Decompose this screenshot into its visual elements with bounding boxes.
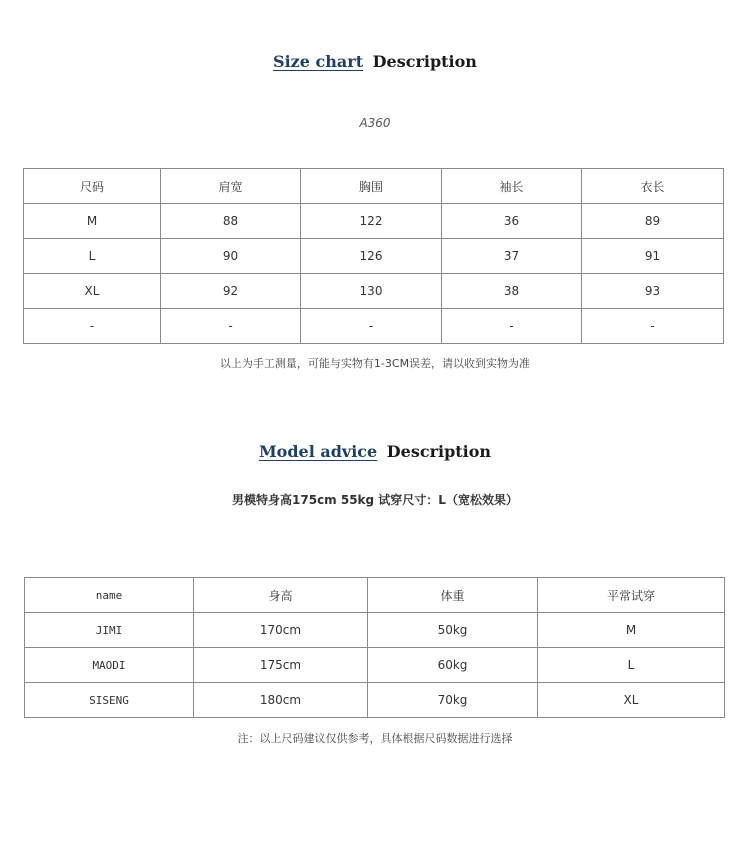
table-cell: M: [24, 204, 161, 239]
table-cell: 70kg: [368, 683, 538, 718]
table-cell: 50kg: [368, 613, 538, 648]
table-cell: 126: [301, 239, 442, 274]
table-cell: 175cm: [194, 648, 368, 683]
table-cell: M: [538, 613, 725, 648]
table-cell: 130: [301, 274, 442, 309]
header-size: 尺码: [24, 169, 161, 204]
table-cell: -: [301, 309, 442, 344]
table-cell: 89: [582, 204, 724, 239]
table-cell: 170cm: [194, 613, 368, 648]
table-cell: XL: [24, 274, 161, 309]
model-advice-title-accent: Model advice: [258, 442, 378, 461]
table-cell: 60kg: [368, 648, 538, 683]
header-sleeve: 袖长: [442, 169, 582, 204]
table-cell: -: [582, 309, 724, 344]
table-row: [24, 204, 724, 239]
table-row: [25, 613, 725, 648]
header-shoulder: 肩宽: [161, 169, 301, 204]
header-name: name: [25, 578, 194, 613]
table-row: [24, 274, 724, 309]
size-chart-table: [23, 168, 724, 344]
header-usual-size: 平常试穿: [538, 578, 725, 613]
header-height: 身高: [194, 578, 368, 613]
size-chart-title-accent: Size chart: [273, 52, 364, 71]
model-advice-title-plain: Description: [386, 442, 492, 461]
table-cell: -: [442, 309, 582, 344]
table-cell: L: [538, 648, 725, 683]
header-weight: 体重: [368, 578, 538, 613]
product-model-code: A360: [359, 116, 391, 130]
table-row: [24, 309, 724, 344]
table-row: [25, 683, 725, 718]
model-advice-heading: [0, 442, 750, 461]
header-length: 衣长: [582, 169, 724, 204]
table-cell: 92: [161, 274, 301, 309]
table-cell: 122: [301, 204, 442, 239]
table-cell: -: [24, 309, 161, 344]
table-row: [25, 648, 725, 683]
table-cell: 37: [442, 239, 582, 274]
table-cell: 36: [442, 204, 582, 239]
size-chart-title-plain: Description: [372, 52, 477, 71]
table-cell: 38: [442, 274, 582, 309]
table-cell: -: [161, 309, 301, 344]
table-row: [24, 239, 724, 274]
model-advice-table: [24, 577, 725, 718]
table-header-row: [24, 169, 724, 204]
table-header-row: [25, 578, 725, 613]
table-cell: 93: [582, 274, 724, 309]
table-cell: MAODI: [25, 648, 194, 683]
model-fitting-info: 男模特身高175cm 55kg 试穿尺寸：L（宽松效果）: [232, 493, 518, 507]
model-advice-note: 注：以上尺码建议仅供参考，具体根据尺码数据进行选择: [237, 732, 513, 745]
table-cell: XL: [538, 683, 725, 718]
size-chart-heading: [0, 52, 750, 71]
table-cell: L: [24, 239, 161, 274]
table-cell: SISENG: [25, 683, 194, 718]
table-cell: 90: [161, 239, 301, 274]
table-cell: 180cm: [194, 683, 368, 718]
table-cell: JIMI: [25, 613, 194, 648]
table-cell: 91: [582, 239, 724, 274]
size-chart-note: 以上为手工测量，可能与实物有1-3CM误差，请以收到实物为准: [219, 357, 531, 370]
table-cell: 88: [161, 204, 301, 239]
header-chest: 胸围: [301, 169, 442, 204]
